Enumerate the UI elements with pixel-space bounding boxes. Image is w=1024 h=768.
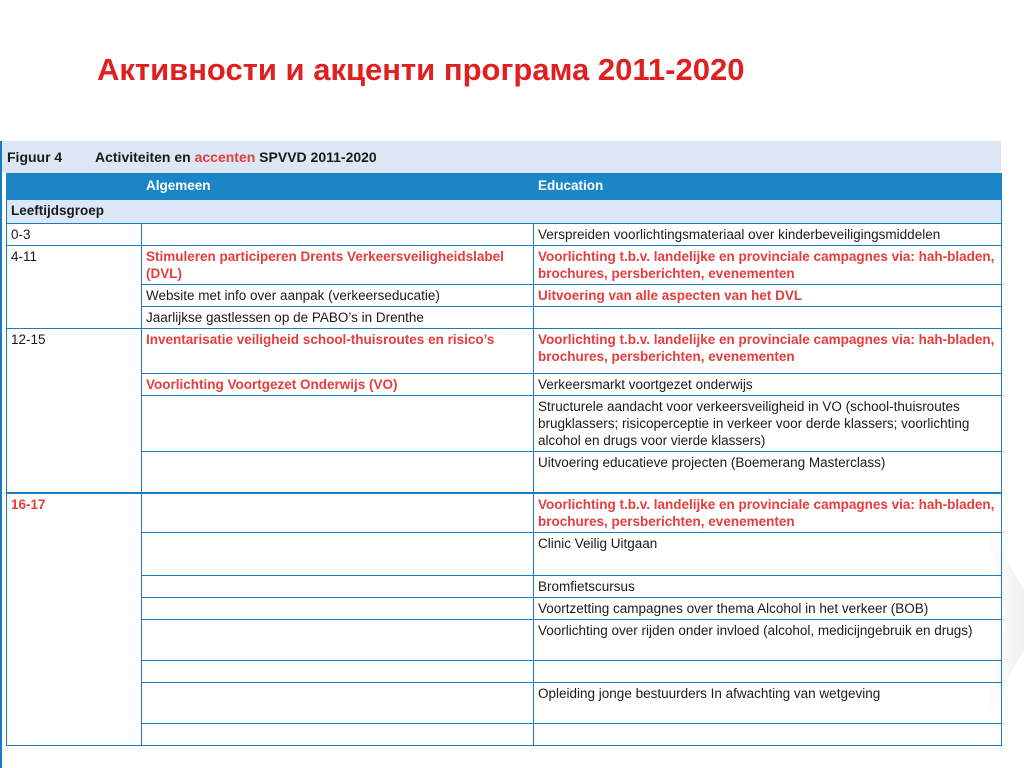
header-education: Education (534, 174, 1002, 200)
table-row (7, 576, 1002, 598)
table-row (7, 374, 1002, 396)
algemeen-cell (142, 620, 534, 661)
group-row (7, 200, 1002, 224)
table-row (7, 224, 1002, 246)
education-cell: Verspreiden voorlichtingsmateriaal over kinderbeveiligingsmiddelen (534, 224, 1002, 246)
education-cell: Voorlichting t.b.v. landelijke en provinciale campagnes via: hah-bladen, brochures, persberichten, evenementen (534, 493, 1002, 533)
figure-number: Figuur 4 (7, 149, 63, 165)
age-cell: 0-3 (7, 224, 142, 246)
education-cell: Voorlichting over rijden onder invloed (alcohol, medicijngebruik en drugs) (534, 620, 1002, 661)
education-cell (534, 661, 1002, 683)
education-cell: Opleiding jonge bestuurders In afwachting van wetgeving (534, 683, 1002, 724)
education-cell (534, 307, 1002, 329)
education-cell: Structurele aandacht voor verkeersveiligheid in VO (school-thuisroutes brugklassers; risicoperceptie in verkeer voor derde klassers; voorlichting alcohol en drugs voor vierde klassers) (534, 396, 1002, 452)
algemeen-cell: Voorlichting Voortgezet Onderwijs (VO) (142, 374, 534, 396)
table-row (7, 493, 1002, 533)
education-cell: Uitvoering educatieve projecten (Boemerang Masterclass) (534, 452, 1002, 494)
table-row (7, 683, 1002, 724)
algemeen-cell (142, 452, 534, 494)
table-header (7, 174, 1002, 200)
algemeen-cell (142, 576, 534, 598)
algemeen-cell: Inventarisatie veiligheid school-thuisroutes en risico’s (142, 329, 534, 374)
education-cell: Voortzetting campagnes over thema Alcohol in het verkeer (BOB) (534, 598, 1002, 620)
education-cell: Voorlichting t.b.v. landelijke en provinciale campagnes via: hah-bladen, brochures, persberichten, evenementen (534, 246, 1002, 285)
algemeen-cell (142, 533, 534, 576)
slide-title: Активности и акценти програма 2011-2020 (97, 52, 745, 87)
age-cell: 4-11 (7, 246, 142, 329)
table-row (7, 620, 1002, 661)
algemeen-cell: Jaarlijkse gastlessen op de PABO’s in Drenthe (142, 307, 534, 329)
algemeen-cell (142, 493, 534, 533)
header-age (7, 174, 142, 200)
age-cell: 16-17 (7, 493, 142, 746)
education-cell: Bromfietscursus (534, 576, 1002, 598)
algemeen-cell (142, 396, 534, 452)
algemeen-cell (142, 661, 534, 683)
algemeen-cell (142, 224, 534, 246)
table-row (7, 598, 1002, 620)
table-row (7, 533, 1002, 576)
algemeen-cell (142, 598, 534, 620)
activities-table (6, 173, 1002, 746)
figure-caption (2, 141, 1001, 173)
algemeen-cell (142, 724, 534, 746)
table-row (7, 724, 1002, 746)
algemeen-cell (142, 683, 534, 724)
algemeen-cell: Stimuleren participeren Drents Verkeersveiligheidslabel (DVL) (142, 246, 534, 285)
group-label: Leeftijdsgroep (7, 200, 1002, 224)
table-row (7, 307, 1002, 329)
table-row (7, 285, 1002, 307)
table-row (7, 396, 1002, 452)
table-row (7, 329, 1002, 374)
table-row (7, 246, 1002, 285)
header-algemeen: Algemeen (142, 174, 534, 200)
algemeen-cell: Website met info over aanpak (verkeerseducatie) (142, 285, 534, 307)
education-cell: Voorlichting t.b.v. landelijke en provinciale campagnes via: hah-bladen, brochures, persberichten, evenementen (534, 329, 1002, 374)
education-cell (534, 724, 1002, 746)
education-cell: Uitvoering van alle aspecten van het DVL (534, 285, 1002, 307)
figure-table (0, 141, 999, 768)
caption-accent: accenten (194, 149, 256, 165)
caption-text: Activiteiten en (95, 149, 195, 165)
caption-text-end: SPVVD 2011-2020 (255, 149, 377, 165)
table-row (7, 661, 1002, 683)
age-cell: 12-15 (7, 329, 142, 494)
education-cell: Clinic Veilig Uitgaan (534, 533, 1002, 576)
education-cell: Verkeersmarkt voortgezet onderwijs (534, 374, 1002, 396)
table-row (7, 452, 1002, 494)
